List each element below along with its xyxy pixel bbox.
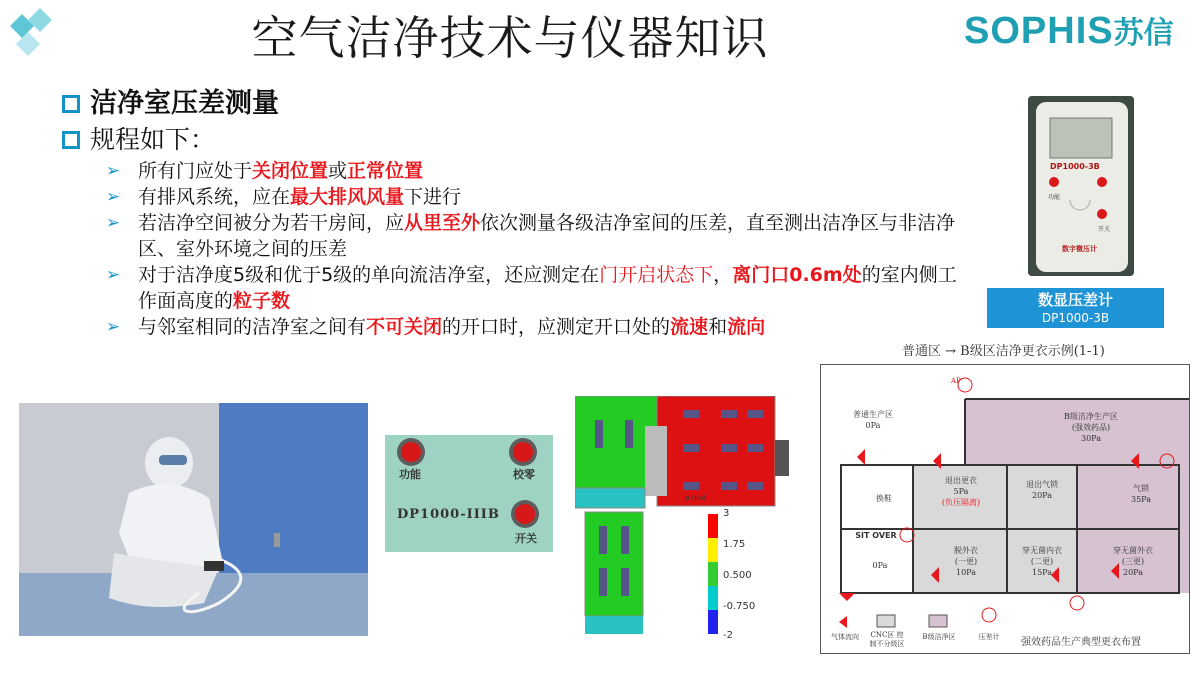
device-caption-model: DP1000-3B	[1041, 311, 1110, 325]
procedure-item-text: 关闭位置	[252, 160, 329, 182]
procedure-item	[62, 262, 962, 314]
arrow-bullet-icon: ➢	[106, 161, 121, 181]
switch-button-icon	[515, 504, 535, 524]
exit-change-pressure: 5Pa	[953, 487, 969, 496]
procedure-item-text: 粒子数	[233, 290, 291, 312]
device-name-label: 数字微压计	[1062, 245, 1097, 253]
general-zone-label	[843, 409, 903, 431]
b-zone-pressure: 30Pa	[1081, 434, 1101, 443]
brand-latin: SOPHIS	[964, 10, 1114, 52]
device-switch-label: 开关	[1098, 226, 1111, 233]
outer-gown-pressure: 20Pa	[1123, 568, 1143, 577]
arrow-bullet-icon: ➢	[106, 213, 121, 233]
sim-scale-1: 1.75	[723, 539, 746, 550]
page-title: 空气洁净技术与仪器知识	[251, 11, 769, 65]
sim-scale-0: 3	[723, 508, 730, 519]
legend-b: B级洁净区	[922, 633, 956, 641]
exit-lock-name: 退出气锁	[1026, 480, 1058, 489]
undress-sub: (一更)	[954, 557, 978, 566]
negative-isolation-label: (负压隔离)	[941, 498, 981, 507]
b-zone-label	[1041, 411, 1141, 444]
b-zone-sub: (强效药品)	[1071, 423, 1111, 432]
device-caption	[987, 288, 1164, 328]
ap-label-1: AP	[951, 377, 961, 385]
panel-switch-label: 开关	[515, 532, 537, 545]
procedure-item-text: 或	[328, 160, 348, 182]
procedure-item-text: 流向	[727, 316, 766, 338]
exit-lock-pressure: 20Pa	[1032, 491, 1052, 500]
square-bullet-icon	[62, 131, 80, 149]
brand-cn: 苏信	[1113, 16, 1174, 51]
procedure-item-text: 若洁净空间被分为若干房间，应	[138, 212, 405, 234]
procedure-list	[62, 158, 962, 340]
procedure-item-text: 不可关闭	[366, 316, 443, 338]
inner-gown-sub: (二更)	[1030, 557, 1054, 566]
legend-gauge: 压差计	[978, 633, 1000, 641]
device-screen-model: DP1000-3B	[1050, 162, 1100, 171]
procedure-item-text: 正常位置	[347, 160, 424, 182]
undress-pressure: 10Pa	[956, 568, 976, 577]
procedure-item-text: 下进行	[404, 186, 462, 208]
exit-change-name: 退出更衣	[945, 476, 977, 485]
general-zone-pressure: 0Pa	[865, 421, 881, 430]
airlock-label	[1121, 483, 1161, 505]
b-zone-name: B级洁净生产区	[1064, 412, 1118, 421]
plan-caption: 普通区 → B级区洁净更衣示例(1-1)	[902, 344, 1105, 359]
section-heading	[62, 86, 962, 122]
pressure-simulation	[575, 396, 795, 641]
section-subheading	[62, 122, 962, 158]
airlock-pressure: 35Pa	[1131, 495, 1151, 504]
procedure-item-text: 从里至外	[404, 212, 481, 234]
brand-logo	[964, 8, 1194, 56]
square-bullet-icon	[62, 95, 80, 113]
airlock-name: 气锁	[1133, 484, 1149, 493]
arrow-bullet-icon: ➢	[106, 265, 121, 285]
procedure-item-text: 有排风系统，应在	[138, 186, 291, 208]
func-button-icon	[401, 442, 421, 462]
procedure-item-text: 流速	[670, 316, 709, 338]
arrow-bullet-icon: ➢	[106, 187, 121, 207]
procedure-item-text: 所有门应处于	[138, 160, 253, 182]
device-caption-title: 数显压差计	[1037, 291, 1113, 309]
device-func-label: 功能	[1048, 194, 1061, 201]
procedure-item	[62, 158, 962, 184]
sim-scale-3: -0.750	[723, 601, 756, 612]
device-photo	[1028, 96, 1134, 276]
sim-label: p (pa)	[685, 494, 706, 502]
general-zone-name: 普通生产区	[853, 410, 893, 419]
procedure-item-text: 的开口时，应测定开口处的	[442, 316, 671, 338]
procedure-item	[62, 314, 962, 340]
panel-func-label: 功能	[399, 468, 421, 481]
undress-label	[941, 545, 991, 578]
measurement-photo	[19, 403, 368, 636]
inner-gown-label	[1013, 545, 1071, 578]
procedure-item-text: 和	[708, 316, 728, 338]
procedure-item-text: 离门口0.6m处	[732, 264, 862, 286]
zero-button-icon	[513, 442, 533, 462]
exit-change-label	[931, 475, 991, 508]
exit-lock-label	[1017, 479, 1067, 501]
sim-scale-2: 0.500	[723, 570, 752, 581]
inner-gown-pressure: 15Pa	[1032, 568, 1052, 577]
inner-gown-name: 穿无菌内衣	[1022, 546, 1062, 555]
legend-cnc: CNC区 控制不分级区	[869, 631, 905, 648]
outer-gown-label	[1103, 545, 1163, 578]
outer-gown-name: 穿无菌外衣	[1113, 546, 1153, 555]
panel-zero-label: 校零	[513, 468, 535, 481]
procedure-item-text: 依次测量各级洁净室间的压差，直至测出洁净区与非洁净区、室外环境之间的压差	[138, 212, 956, 260]
section-subheading-text: 规程如下：	[90, 125, 216, 154]
plan-footer: 强效药品生产典型更衣布置	[1021, 637, 1141, 648]
content-bullets	[62, 86, 962, 340]
procedure-item-text: 对于洁净度5级和优于5级的单向流洁净室，还应测定在	[138, 264, 600, 286]
procedure-item-text: 的室内侧工作面高度的	[138, 264, 957, 312]
procedure-item-text: 与邻室相同的洁净室之间有	[138, 316, 367, 338]
section-heading-text: 洁净室压差测量	[90, 88, 279, 119]
undress-name: 脱外衣	[954, 546, 978, 555]
procedure-item-text: 最大排风风量	[290, 186, 405, 208]
gauge-panel-photo	[385, 435, 553, 552]
arrow-bullet-icon: ➢	[106, 317, 121, 337]
procedure-item-text: 门开启状态下	[599, 264, 714, 286]
sim-scale-4: -2	[723, 630, 733, 641]
legend-flow: 气体流向	[831, 633, 859, 641]
panel-model-label: DP1000-IIIB	[397, 507, 500, 522]
procedure-item	[62, 210, 962, 262]
sit-over-label: SIT OVER	[855, 531, 897, 540]
procedure-item	[62, 184, 962, 210]
outer-gown-sub: (三更)	[1121, 557, 1145, 566]
shoes-room-label: 换鞋	[876, 494, 892, 503]
gowning-floor-plan	[820, 364, 1190, 654]
procedure-item-text: ，	[713, 264, 733, 286]
outer-zone-pressure: 0Pa	[872, 561, 888, 570]
